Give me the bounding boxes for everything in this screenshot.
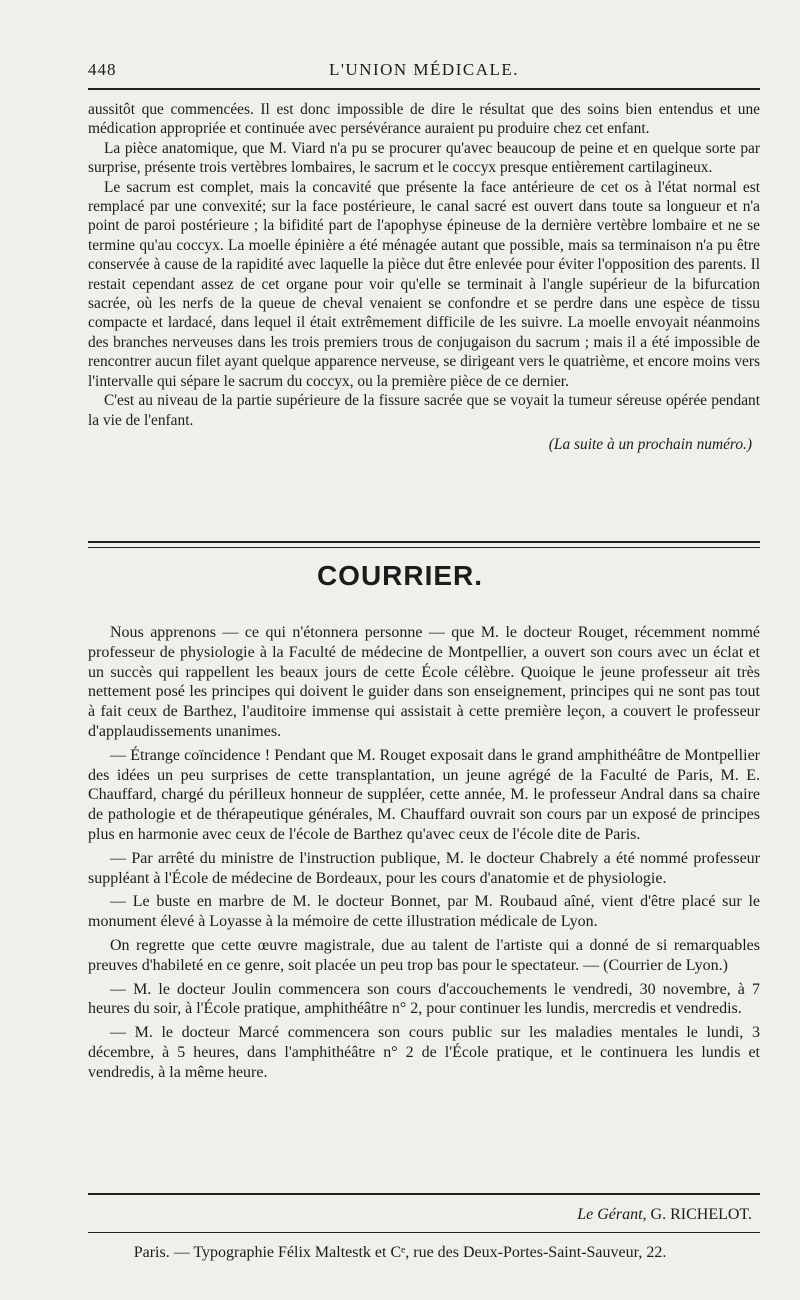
gerant-name: G. RICHELOT. (650, 1206, 752, 1223)
news-paragraph: — M. le docteur Joulin commencera son cours d'accouchements le vendredi, 30 novembre, à 7 heures du soir, à l'École pratique, amphithéâtre n° 2, pour continuer les lundis, mercredis et vendredis. (88, 980, 760, 1018)
footer-rule (88, 1193, 760, 1195)
news-paragraph: — Par arrêté du ministre de l'instruction publique, M. le docteur Chabrely a été nommé professeur suppléant à l'École de médecine de Bordeaux, pour les cours d'anatomie et de physiologie. (88, 849, 760, 887)
journal-title: L'UNION MÉDICALE. (328, 60, 520, 79)
courrier-section (88, 623, 760, 1087)
page-number: 448 (88, 60, 117, 79)
section-title: COURRIER. (316, 560, 484, 591)
news-paragraph: — Étrange coïncidence ! Pendant que M. Rouget exposait dans le grand amphithéâtre de Montpellier des idées un peu surprises de cette transplantation, un jeune agrégé de la Faculté de Paris, M. E. Chauffard, chargé du périlleux honneur de suppléer, cette année, M. le professeur Andral dans sa chaire de pathologie et de thérapeutique générales, M. Chauffard ouvrait son cours par un exposé de principes plus en harmonie avec ceux de l'école de Barthez qu'avec ceux de l'école dite de Paris. (88, 746, 760, 843)
article-paragraph: aussitôt que commencées. Il est donc impossible de dire le résultat que des soins bien entendus et une médication appropriée et continuée avec persévérance auraient pu produire chez cet enfant. (88, 101, 760, 138)
page-header (88, 60, 760, 84)
header-rule (88, 88, 760, 90)
news-paragraph: — M. le docteur Marcé commencera son cours public sur les maladies mentales le lundi, 3 décembre, à 5 heures, dans l'amphithéâtre n° 2 de l'École pratique, et le continuera les lundis et vendredis, à la même heure. (88, 1024, 760, 1081)
continuation-note: (La suite à un prochain numéro.) (548, 435, 752, 453)
printer-imprint: Paris. — Typographie Félix Maltestk et Cᵉ, rue des Deux-Portes-Saint-Sauveur, 22. (133, 1244, 667, 1261)
article-paragraph: C'est au niveau de la partie supérieure de la fissure sacrée que se voyait la tumeur séreuse opérée pendant la vie de l'enfant. (88, 392, 760, 429)
footer-rule-bottom (88, 1232, 760, 1233)
gerant-signature (577, 1206, 752, 1224)
news-paragraph: Nous apprenons — ce qui n'étonnera personne — que M. le docteur Rouget, récemment nommé professeur de physiologie à la Faculté de médecine de Montpellier, a ouvert son cours avec un éclat et un succès qui rappellent les beaux jours de cette École célèbre. Quoique le jeune professeur ait très nettement posé les principes qui doivent le guider dans son enseignement, principes qui ne sont pas tout à fait ceux de Barthez, l'auditoire immense qui assistait à cette première leçon, a couvert le professeur d'applaudissements unanimes. (88, 624, 760, 740)
news-paragraph: — Le buste en marbre de M. le docteur Bonnet, par M. Roubaud aîné, vient d'être placé sur le monument élevé à Loyasse à la mémoire de cette illustration médicale de Lyon. (88, 893, 760, 931)
news-paragraph: On regrette que cette œuvre magistrale, due au talent de l'artiste qui a donné de si remarquables preuves d'habileté en ce genre, soit placée un peu trop bas pour le spectateur. — (Courrier de Lyon.) (88, 936, 760, 974)
article-paragraph: La pièce anatomique, que M. Viard n'a pu se procurer qu'avec beaucoup de peine et en quelque sorte par surprise, présente trois vertèbres lombaires, le sacrum et le coccyx presque entièrement cartilagineux. (88, 139, 760, 177)
article-continuation (88, 100, 760, 454)
gerant-label: Le Gérant, (577, 1206, 647, 1223)
section-divider (88, 541, 760, 548)
article-paragraph: Le sacrum est complet, mais la concavité que présente la face antérieure de cet os à l'état normal est remplacé par une convexité; sur la face postérieure, le canal sacré est ouvert dans toute sa longueur et n'a point de paroi postérieure ; la bifidité part de l'apophyse épineuse de la dernière vertèbre lombaire et ne se termine qu'au coccyx. La moelle épinière a été ménagée autant que possible, mais sa terminaison n'a pu être conservée à cause de la rapidité avec laquelle la pièce dut être enlevée pour éviter l'opposition des parents. Il restait cependant assez de cet organe pour voir qu'elle se terminait à l'angle supérieur de la bifurcation sacrée, où les nerfs de la queue de cheval venaient se confondre et se perdre dans une espèce de tissu compacte et lardacé, dans lequel il était extrêmement difficile de les suivre. La moelle envoyait néanmoins des branches nerveuses dans les trois premiers trous de conjugaison du sacrum ; mais il a été impossible de rencontrer aucun filet ayant quelque apparence nerveuse, se dirigeant vers le quatrième, et encore moins vers l'intervalle qui sépare le sacrum du coccyx, ou la première pièce de ce dernier. (88, 178, 760, 390)
